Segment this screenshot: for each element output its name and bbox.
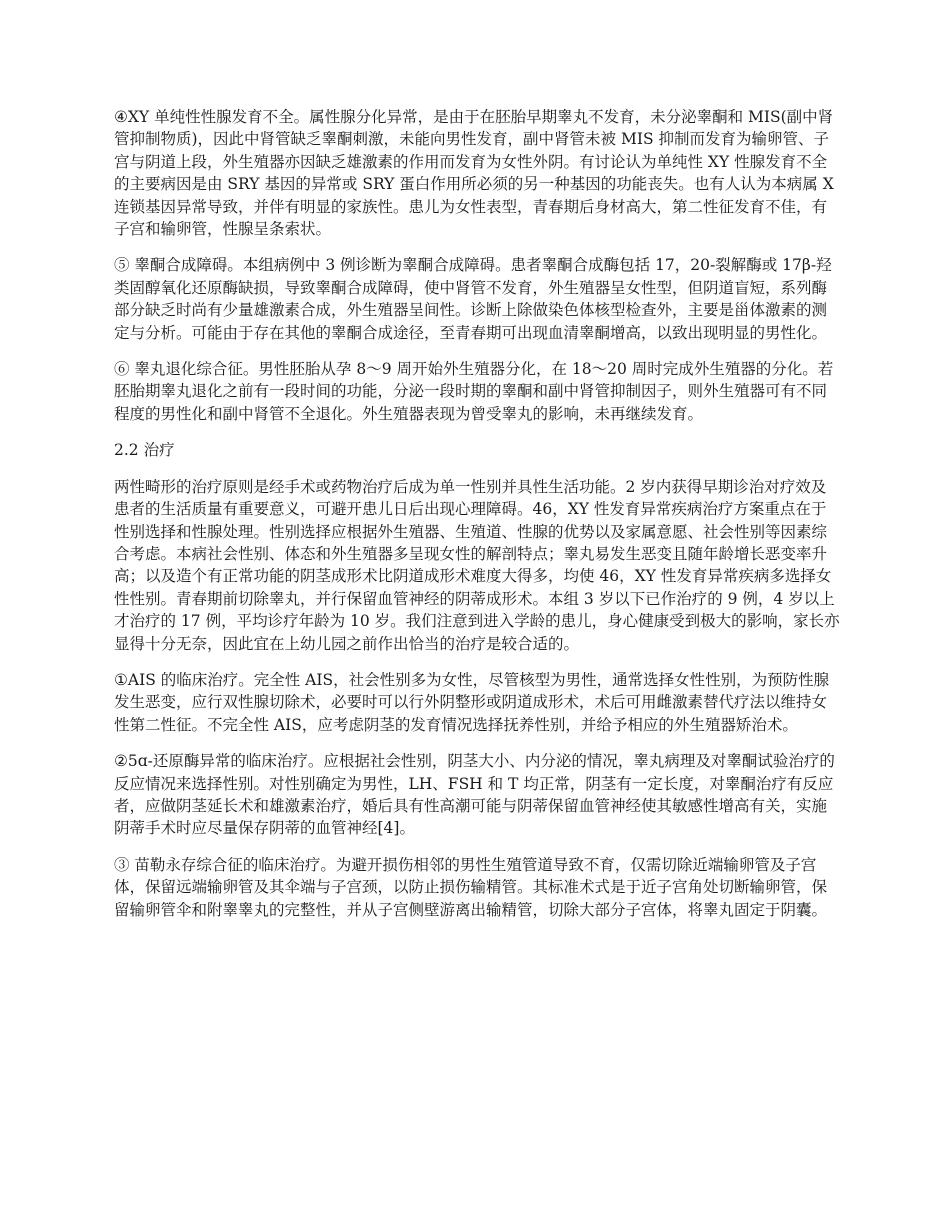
paragraph-treatment-principles: 两性畸形的治疗原则是经手术或药物治疗后成为单一性别并具性生活功能。2 岁内获得早期诊治对疗效及患者的生活质量有重要意义，可避开患儿日后出现心理障碍。46，XY 性发育异常疾病治疗方案重点在于性别选择和性腺处理。性别选择应根据外生殖器、生殖道、性腺的优势以及家属意愿、社会性别等因素综合考虑。本病社会性别、体态和外生殖器多呈现女性的解剖特点；睾丸易发生恶变且随年龄增长恶变率升高；以及造个有正常功能的阴茎成形术比阴道成形术难度大得多，均使 46，XY 性发育异常疾病多选择女性性别。青春期前切除睾丸，并行保留血管神经的阴蒂成形术。本组 3 岁以下已作治疗的 9 例，4 岁以上才治疗的 17 例，平均诊疗年龄为 10 岁。我们注意到进入学龄的患儿，身心健康受到极大的影响，家长亦显得十分无奈，因此宜在上幼儿园之前作出恰当的治疗是较合适的。 — [114, 477, 840, 653]
document-page — [114, 106, 840, 935]
paragraph-5a-reductase-treatment: ②5ɑ-还原酶异常的临床治疗。应根据社会性别，阴茎大小、内分泌的情况，睾丸病理及对睾酮试验治疗的反应情况来选择性别。对性别确定为男性，LH、FSH 和 T 均正常，阴茎有一定长度，对睾酮治疗有反应者，应做阴茎延长术和雄激素治疗，婚后具有性高潮可能与阴蒂保留血管神经使其敏感性增高有关，实施阴蒂手术时应尽量保存阴蒂的血管神经[4]。 — [114, 752, 835, 838]
paragraph-xy-gonadal-dysgenesis: ④XY 单纯性性腺发育不全。属性腺分化异常，是由于在胚胎早期睾丸不发育，未分泌睾酮和 MIS(副中肾管抑制物质)，因此中肾管缺乏睾酮刺激，未能向男性发育，副中肾管未被 MIS 抑制而发育为输卵管、子宫与阴道上段，外生殖器亦因缺乏雄激素的作用而发育为女性外阴。有讨论认为单纯性 XY 性腺发育不全的主要病因是由 SRY 基因的异常或 SRY 蛋白作用所必须的另一种基因的功能丧失。也有人认为本病属 X 连锁基因异常导致，并伴有明显的家族性。患儿为女性表型，青春期后身材高大，第二性征发育不佳，有子宫和输卵管，性腺呈条索状。 — [114, 108, 834, 239]
paragraph-testicular-regression-syndrome: ⑥ 睾丸退化综合征。男性胚胎从孕 8～9 周开始外生殖器分化，在 18～20 周时完成外生殖器的分化。若胚胎期睾丸退化之前有一段时间的功能，分泌一段时期的睾酮和副中肾管抑制因子，则外生殖器可有不同程度的男性化和副中肾管不全退化。外生殖器表现为曾受睾丸的影响，未再继续发育。 — [114, 360, 834, 423]
paragraph-ais-treatment: ①AIS 的临床治疗。完全性 AIS，社会性别多为女性，尽管核型为男性，通常选择女性性别，为预防性腺发生恶变，应行双性腺切除术，必要时可以行外阴整形或阴道成形术，术后可用雌激素替代疗法以维持女性第二性征。不完全性 AIS，应考虑阴茎的发育情况选择抚养性别，并给予相应的外生殖器矫治术。 — [114, 670, 830, 734]
section-heading-treatment: 2.2 治疗 — [114, 441, 175, 460]
paragraph-pmds-treatment: ③ 苗勒永存综合征的临床治疗。为避开损伤相邻的男性生殖管道导致不育，仅需切除近端输卵管及子宫体，保留远端输卵管及其伞端与子宫颈，以防止损伤输精管。其标准术式是于近子宫角处切断输卵管，保留输卵管伞和附睾睾丸的完整性，并从子宫侧壁游离出输精管，切除大部分子宫体，将睾丸固定于阴囊。 — [114, 855, 828, 919]
paragraph-testosterone-synthesis-disorder: ⑤ 睾酮合成障碍。本组病例中 3 例诊断为睾酮合成障碍。患者睾酮合成酶包括 17，20-裂解酶或 17β-羟类固醇氧化还原酶缺损，导致睾酮合成障碍，使中肾管不发育，外生殖器呈女性型，但阴道盲短，系列酶部分缺乏时尚有少量雄激素合成，外生殖器呈间性。诊断上除做染色体核型检查外，主要是甾体激素的测定与分析。可能由于存在其他的睾酮合成途径，至青春期可出现血清睾酮增高，以致出现明显的男性化。 — [114, 256, 832, 342]
